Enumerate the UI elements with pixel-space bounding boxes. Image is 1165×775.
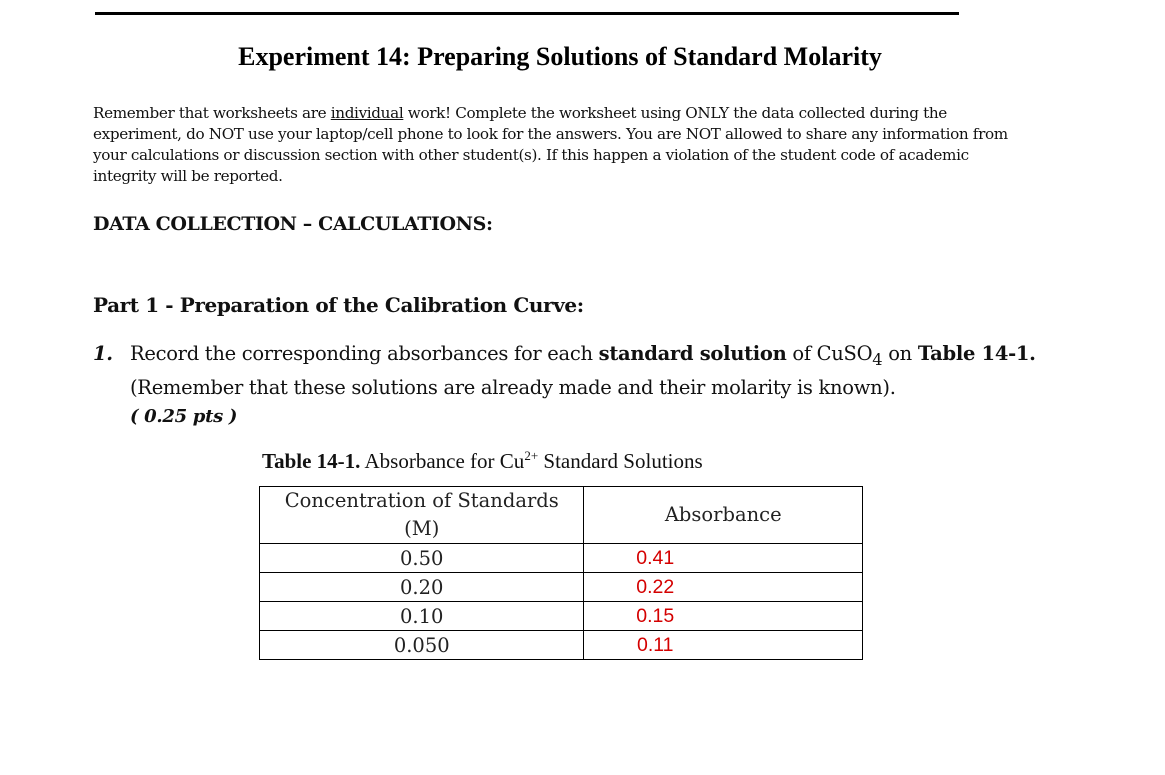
question-number: 1. [93,342,113,365]
table-caption-text-1: Absorbance for Cu [360,449,525,473]
header-absorbance: Absorbance [584,487,863,544]
absorbance-value: 0.15 [636,605,675,627]
concentration-cell: 0.050 [260,631,584,660]
question-text-2: of CuSO [786,342,873,365]
top-divider-rule [95,12,959,15]
header-concentration-line2: (M) [404,517,440,540]
header-concentration-line1: Concentration of Standards [284,489,559,512]
table-row [260,573,863,602]
table-caption [262,449,703,474]
concentration-cell: 0.20 [260,573,584,602]
question-bold-standard-solution: standard solution [598,342,787,365]
absorbance-cell[interactable] [584,631,863,660]
intro-text-start: Remember that worksheets are [93,104,331,122]
absorbance-table [259,486,863,660]
absorbance-cell[interactable] [584,573,863,602]
table-caption-label: Table 14-1. [262,449,361,473]
table-row [260,602,863,631]
intro-paragraph [93,103,1023,187]
intro-underlined-word: individual [330,104,404,122]
question-text-4: (Remember that these solutions are already made and their molarity is known). [130,375,896,399]
question-text-1: Record the corresponding absorbances for each [130,342,599,365]
absorbance-cell[interactable] [584,602,863,631]
part-heading: Part 1 - Preparation of the Calibration Curve: [93,293,584,317]
table-caption-superscript: 2+ [524,448,539,463]
absorbance-cell[interactable] [584,544,863,573]
document-title: Experiment 14: Preparing Solutions of Standard Molarity [238,42,882,71]
table-row [260,544,863,573]
concentration-cell: 0.50 [260,544,584,573]
question-points: ( 0.25 pts ) [130,405,238,427]
question-subscript: 4 [872,349,883,369]
question-body [130,340,1043,431]
intro-text-rest: work! Complete the worksheet using ONLY the data collected during the experiment, do NOT use your laptop/cell phone to look for the answers. You are NOT allowed to share any information from your calculations or discussion section with other student(s). If this happen a violation of the student code of academic integrity will be reported. [93,104,1008,185]
table-header-row [260,487,863,544]
header-concentration [260,487,584,544]
table-row [260,631,863,660]
question-text-3: on [882,342,918,365]
absorbance-value: 0.41 [636,547,675,569]
section-heading: DATA COLLECTION – CALCULATIONS: [93,213,493,235]
absorbance-value: 0.11 [636,634,674,656]
absorbance-value: 0.22 [636,576,675,598]
concentration-cell: 0.10 [260,602,584,631]
question-bold-table-ref: Table 14-1. [917,342,1036,365]
table-caption-text-2: Standard Solutions [538,449,703,473]
question-1 [93,340,1043,431]
